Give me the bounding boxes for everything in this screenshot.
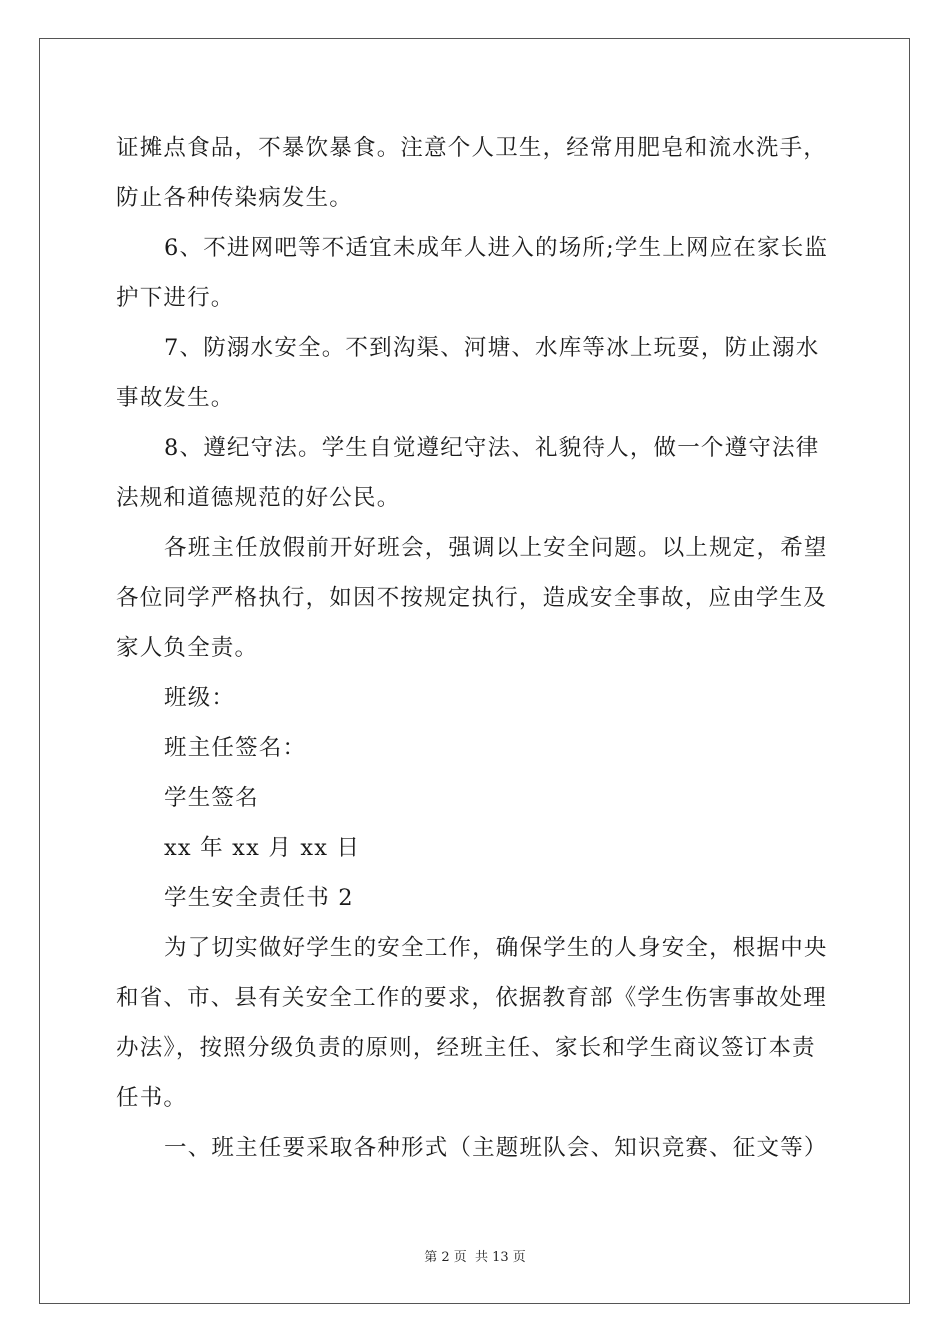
text-line: 任书。 [116,1085,188,1111]
text-line: 证摊点食品，不暴饮暴食。注意个人卫生，经常用肥皂和流水洗手， [116,135,828,161]
text-line: 事故发生。 [116,385,235,411]
document-body [116,123,836,1173]
student-signature-label: 学生签名 [164,785,259,811]
text-line: 6、不进网吧等不适宜未成年人进入的场所;学生上网应在家长监 [164,235,829,261]
section-heading: 学生安全责任书 2 [164,885,354,911]
page-number: 第 2 页 [424,1250,467,1265]
text-line: 法规和道德规范的好公民。 [116,485,401,511]
text-line: 和省、市、县有关安全工作的要求，依据教育部《学生伤害事故处理 [116,985,828,1011]
page-footer [0,1246,950,1265]
text-line: 办法》，按照分级负责的原则，经班主任、家长和学生商议签订本责 [116,1035,816,1061]
text-line: 家人负全责。 [116,635,259,661]
text-line: 一、班主任要采取各种形式（主题班队会、知识竞赛、征文等） [164,1135,828,1161]
text-line: 各班主任放假前开好班会，强调以上安全问题。以上规定，希望 [164,535,828,561]
text-line: 护下进行。 [116,285,235,311]
class-field-label: 班级： [164,685,236,711]
text-line: 为了切实做好学生的安全工作，确保学生的人身安全，根据中央 [164,935,828,961]
text-line: 7、防溺水安全。不到沟渠、河塘、水库等冰上玩耍，防止溺水 [164,335,820,361]
date-line: xx 年 xx 月 xx 日 [164,835,361,861]
text-line: 8、遵纪守法。学生自觉遵纪守法、礼貌待人，做一个遵守法律 [164,435,820,461]
teacher-signature-label: 班主任签名： [164,735,307,761]
page-total: 共 13 页 [474,1250,526,1265]
text-line: 防止各种传染病发生。 [116,185,354,211]
text-line: 各位同学严格执行，如因不按规定执行，造成安全事故，应由学生及 [116,585,828,611]
